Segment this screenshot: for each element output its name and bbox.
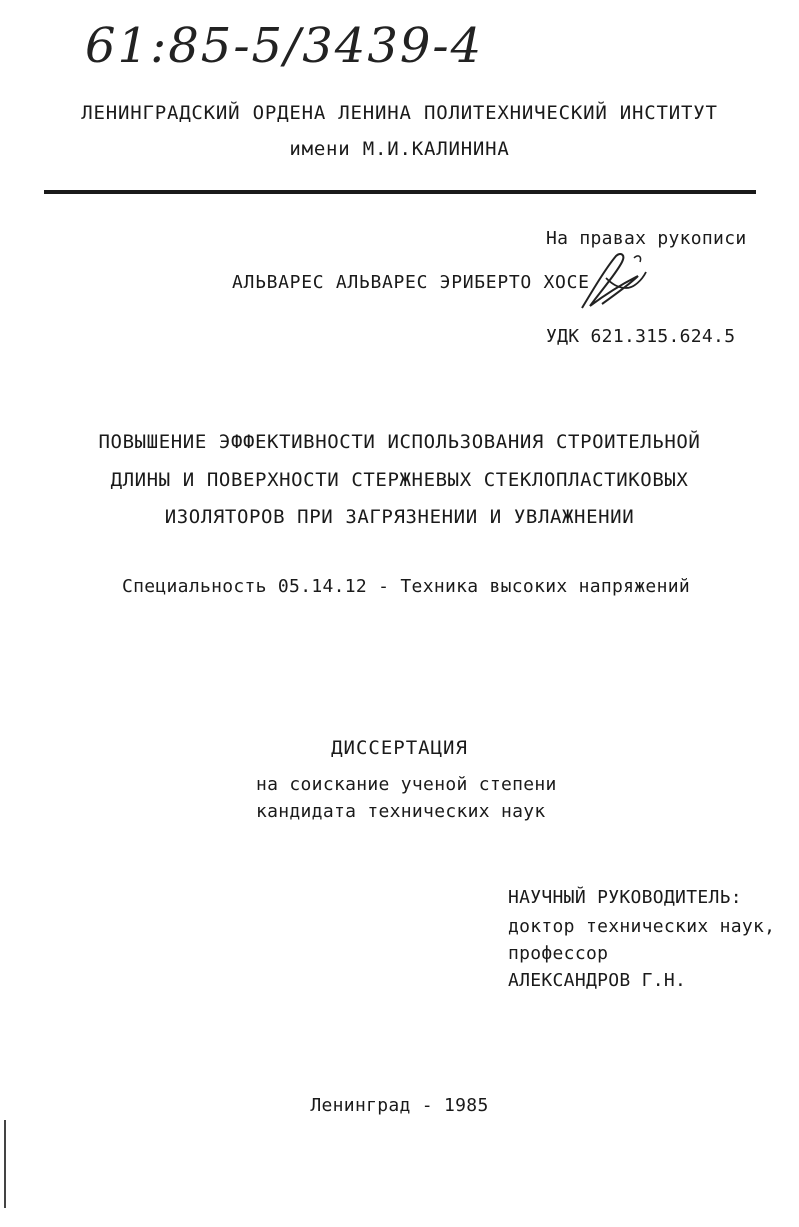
thesis-title-line2: ДЛИНЫ И ПОВЕРХНОСТИ СТЕРЖНЕВЫХ СТЕКЛОПЛАСТИКОВЫХ bbox=[110, 469, 689, 491]
header-divider bbox=[44, 190, 756, 194]
degree-line1: на соискание ученой степени bbox=[256, 774, 557, 795]
rights-note: На правах рукописи bbox=[546, 228, 747, 249]
thesis-title-line1: ПОВЫШЕНИЕ ЭФФЕКТИВНОСТИ ИСПОЛЬЗОВАНИЯ СТРОИТЕЛЬНОЙ bbox=[98, 431, 701, 453]
signature-icon bbox=[576, 248, 656, 320]
city-year: Ленинград - 1985 bbox=[310, 1095, 489, 1116]
specialty: Специальность 05.14.12 - Техника высоких напряжений bbox=[122, 576, 690, 597]
author-name: АЛЬВАРЕС АЛЬВАРЕС ЭРИБЕРТО ХОСЕ bbox=[232, 272, 590, 293]
supervisor-title: профессор bbox=[508, 943, 609, 964]
work-type: ДИССЕРТАЦИЯ bbox=[331, 737, 468, 759]
supervisor-degree: доктор технических наук, bbox=[508, 916, 776, 937]
thesis-title-line3: ИЗОЛЯТОРОВ ПРИ ЗАГРЯЗНЕНИИ И УВЛАЖНЕНИИ bbox=[164, 506, 635, 528]
institute-name: ЛЕНИНГРАДСКИЙ ОРДЕНА ЛЕНИНА ПОЛИТЕХНИЧЕСКИЙ ИНСТИТУТ bbox=[81, 102, 718, 124]
institute-named-after: имени М.И.КАЛИНИНА bbox=[289, 138, 510, 160]
supervisor-name: АЛЕКСАНДРОВ Г.Н. bbox=[508, 970, 687, 991]
degree-line2: кандидата технических наук bbox=[256, 801, 546, 822]
archive-mark: 61:85-5/3439-4 bbox=[85, 18, 484, 74]
supervisor-heading: НАУЧНЫЙ РУКОВОДИТЕЛЬ: bbox=[508, 887, 742, 908]
udk-code: УДК 621.315.624.5 bbox=[546, 326, 736, 347]
scan-margin-line bbox=[4, 1120, 6, 1208]
